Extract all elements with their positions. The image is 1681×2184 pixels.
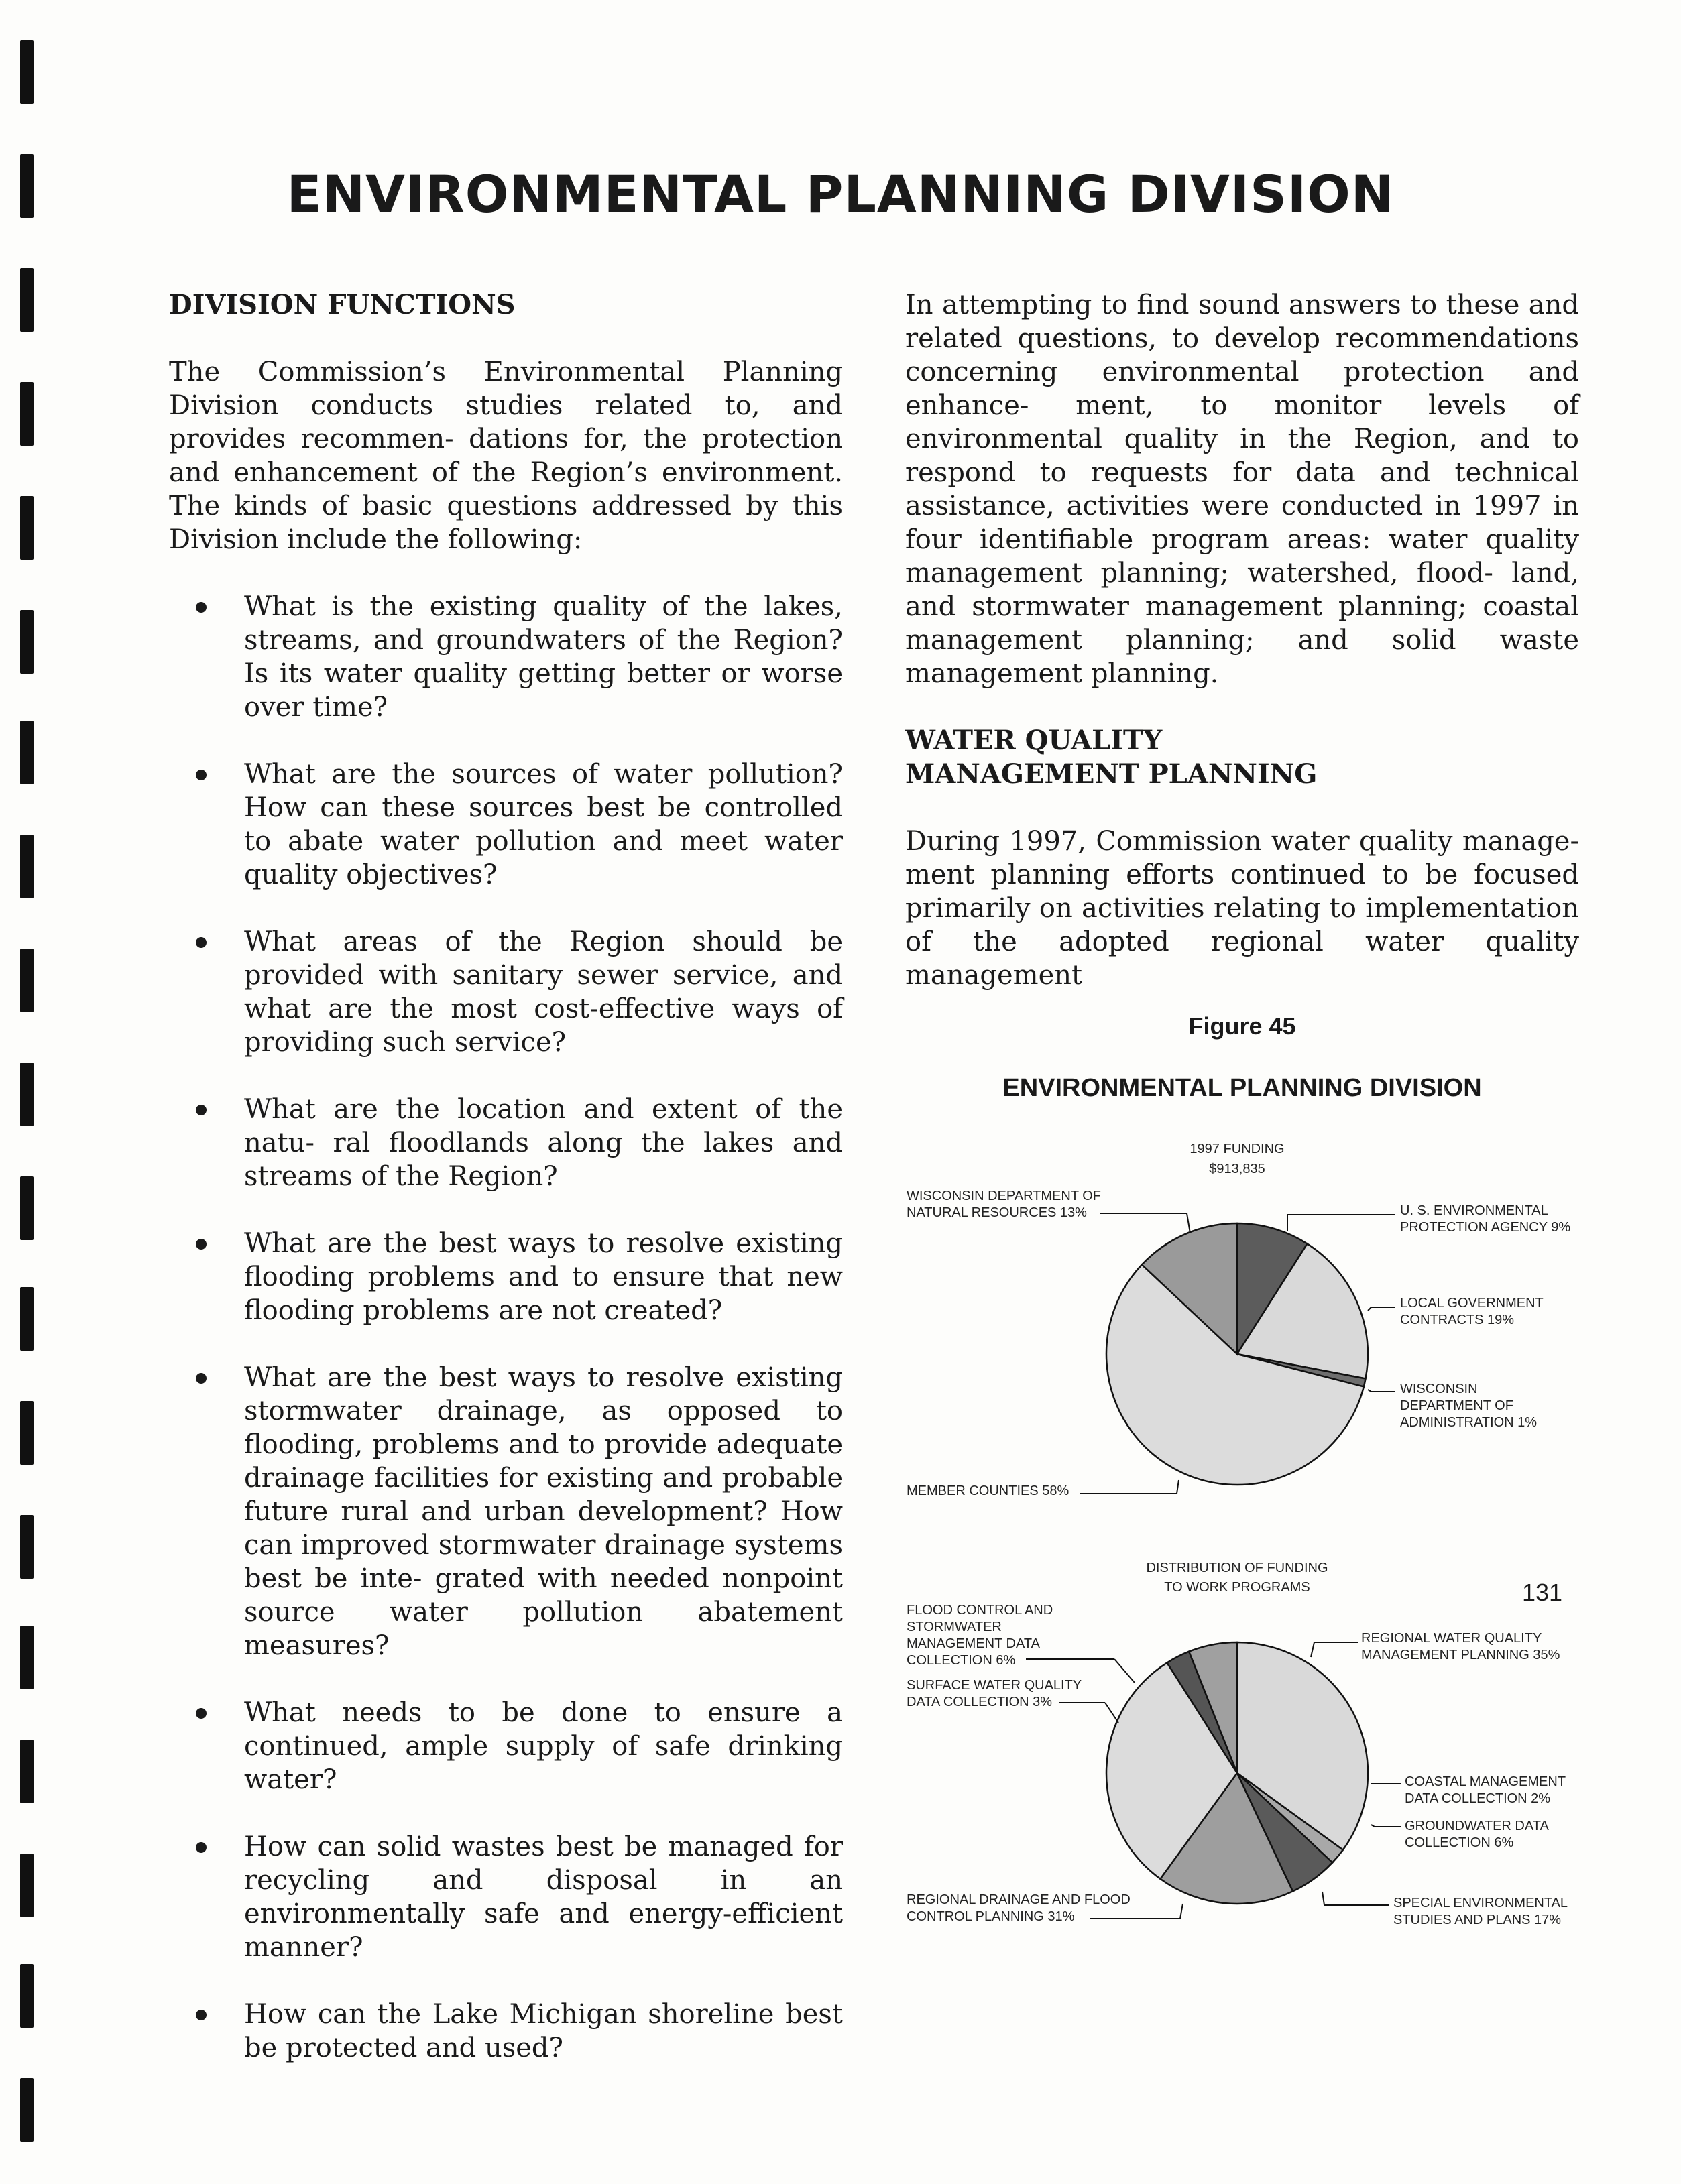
list-item: What is the existing quality of the lakes, streams, and groundwaters of the Region? Is its water quality getting better or worse over time? — [169, 590, 843, 724]
slice-label: STUDIES AND PLANS 17% — [1393, 1913, 1562, 1927]
leader-pointer — [1105, 1703, 1118, 1723]
list-item: What are the best ways to resolve existing stormwater drainage, as opposed to flooding, problems and to provide adequate drainage facilities for existing and probable future rural and urban development? How can improved stormwater drainage systems best be inte- grated with needed nonpoint source water pollution abatement measures? — [169, 1361, 843, 1662]
leader-pointer — [1187, 1213, 1190, 1233]
slice-label: DATA COLLECTION 2% — [1405, 1791, 1551, 1806]
figure-number: Figure 45 — [1188, 1012, 1296, 1040]
slice-label: REGIONAL WATER QUALITY — [1361, 1631, 1542, 1646]
chart-title-line1: DISTRIBUTION OF FUNDING — [1146, 1561, 1328, 1575]
list-item: What areas of the Region should be provided with sanitary sewer service, and what are the most cost-effective ways of providing such service? — [169, 925, 843, 1059]
water-quality-text: During 1997, Commission water quality manage- ment planning efforts continued to be focused primarily on activities relating to implementation of the adopted regional water quality management — [905, 826, 1579, 991]
slice-label: SURFACE WATER QUALITY — [907, 1678, 1082, 1693]
page-number: 131 — [1522, 1579, 1563, 1606]
slice-label: MANAGEMENT DATA — [907, 1636, 1040, 1651]
list-item: What are the best ways to resolve existing flooding problems and to ensure that new flooding problems are not created? — [169, 1227, 843, 1327]
list-item: What needs to be done to ensure a continued, ample supply of safe drinking water? — [169, 1696, 843, 1797]
list-item: How can the Lake Michigan shoreline best be protected and used? — [169, 1998, 843, 2065]
slice-label: COLLECTION 6% — [907, 1653, 1016, 1668]
leader-pointer — [1368, 1307, 1371, 1311]
leader-pointer — [1114, 1659, 1135, 1683]
leader-pointer — [1371, 1825, 1375, 1827]
slice-label: WISCONSIN — [1400, 1382, 1478, 1396]
slice-label: GROUNDWATER DATA — [1405, 1819, 1549, 1833]
slice-label: MEMBER COUNTIES 58% — [907, 1483, 1069, 1498]
list-item: What are the sources of water pollution? How can these sources best be controlled to abate water pollution and meet water quality objectives? — [169, 757, 843, 892]
water-quality-heading-line2: MANAGEMENT PLANNING — [905, 758, 1318, 790]
slice-label: STORMWATER — [907, 1620, 1002, 1634]
division-intro: The Commission’s Environmental Planning Division conducts studies related to, and provides recommen- dations for, the protection and enhancement of the Region’s environment. The kinds of basic questions addressed by this Division include the following: — [169, 357, 843, 555]
slice-label: LOCAL GOVERNMENT — [1400, 1296, 1544, 1311]
right-intro: In attempting to find sound answers to these and related questions, to develop recommendations concerning environmental protection and enhance- ment, to monitor levels of environmental quality in the Region, and to respond to requests for data and technical assistance, activities were conducted in 1997 in four identifiable program areas: water quality management planning; watershed, flood- land, and stormwater management planning; coastal management planning; and solid waste management planning. — [905, 290, 1579, 689]
water-quality-heading-line1: WATER QUALITY — [905, 725, 1163, 756]
list-item: How can solid wastes best be managed for recycling and disposal in an environmentally safe and energy-efficient manner? — [169, 1830, 843, 1964]
slice-label: CONTRACTS 19% — [1400, 1313, 1515, 1327]
chart-title-line1: 1997 FUNDING — [1190, 1142, 1285, 1156]
list-item: What are the location and extent of the natu- ral floodlands along the lakes and streams of the Region? — [169, 1093, 843, 1193]
chart-title-line2: TO WORK PROGRAMS — [1164, 1580, 1310, 1595]
slice-label: DATA COLLECTION 3% — [907, 1695, 1053, 1709]
leader-pointer — [1322, 1892, 1324, 1905]
leader-pointer — [1311, 1642, 1314, 1657]
chart-title-line2: $913,835 — [1209, 1162, 1265, 1176]
slice-label: PROTECTION AGENCY 9% — [1400, 1220, 1571, 1235]
slice-label: REGIONAL DRAINAGE AND FLOOD — [907, 1892, 1131, 1907]
slice-label: COLLECTION 6% — [1405, 1835, 1514, 1850]
slice-label: WISCONSIN DEPARTMENT OF — [907, 1189, 1102, 1203]
slice-label: MANAGEMENT PLANNING 35% — [1361, 1648, 1560, 1662]
figure-title: ENVIRONMENTAL PLANNING DIVISION — [1002, 1074, 1482, 1102]
slice-label: FLOOD CONTROL AND — [907, 1603, 1053, 1618]
leader-pointer — [1180, 1904, 1183, 1919]
slice-label: DEPARTMENT OF — [1400, 1398, 1513, 1413]
slice-label: NATURAL RESOURCES 13% — [907, 1205, 1087, 1220]
leader-pointer — [1368, 1390, 1371, 1392]
slice-label: U. S. ENVIRONMENTAL — [1400, 1203, 1548, 1218]
slice-label: SPECIAL ENVIRONMENTAL — [1393, 1896, 1568, 1910]
leader-pointer — [1177, 1480, 1179, 1494]
page-title: ENVIRONMENTAL PLANNING DIVISION — [286, 164, 1395, 224]
slice-label: COASTAL MANAGEMENT — [1405, 1774, 1566, 1789]
slice-label: CONTROL PLANNING 31% — [907, 1909, 1075, 1924]
division-functions-heading: DIVISION FUNCTIONS — [169, 289, 516, 320]
slice-label: ADMINISTRATION 1% — [1400, 1415, 1538, 1430]
